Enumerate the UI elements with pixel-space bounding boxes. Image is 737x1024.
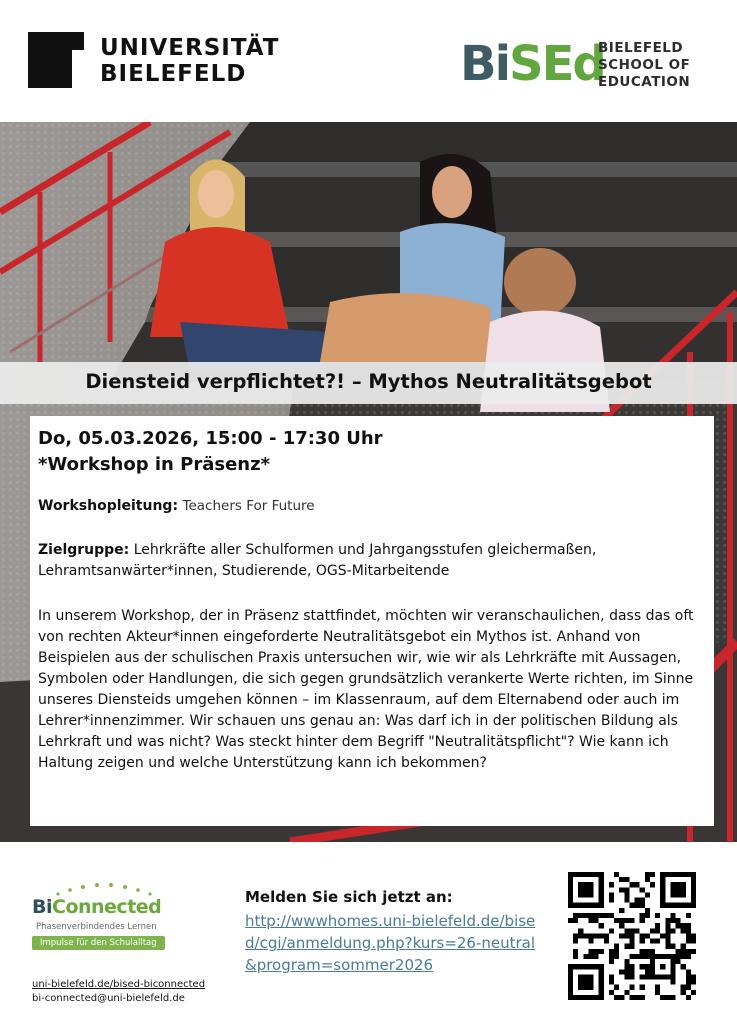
universitaet-bielefeld-logo (28, 30, 278, 94)
event-info-box (30, 416, 714, 826)
bised-subtitle-line3: EDUCATION (598, 74, 691, 90)
event-datetime-block (38, 426, 383, 478)
event-format: *Workshop in Präsenz* (38, 454, 270, 475)
signup-heading: Melden Sie sich jetzt an: (245, 888, 453, 906)
biconnected-logo (32, 882, 222, 962)
footer (0, 842, 737, 1024)
biconnected-website-link[interactable]: uni-bielefeld.de/bised-biconnected (32, 979, 206, 990)
biconnected-subtitle: Phasenverbindendes Lernen (36, 922, 157, 932)
biconnected-wordmark-b: Connected (52, 896, 162, 918)
biconnected-wordmark-a: Bi (32, 896, 52, 918)
title-band (0, 362, 737, 404)
signup-link[interactable]: http://wwwhomes.uni-bielefeld.de/bised/cgi/anmeldung.php?kurs=26-neutral&program=sommer2026 (245, 912, 536, 974)
workshop-leader-label: Workshopleitung: (38, 498, 179, 514)
biconnected-email[interactable]: bi-connected@uni-bielefeld.de (32, 993, 185, 1004)
uni-logo-line1: UNIVERSITÄT (100, 35, 280, 61)
target-audience-value: Lehrkräfte aller Schulformen und Jahrgangsstufen gleichermaßen, Lehramtsanwärter*innen, Studierende, OGS-Mitarbeitende (38, 542, 597, 579)
target-audience (38, 540, 708, 582)
event-title: Diensteid verpflichtet?! – Mythos Neutralitätsgebot (85, 370, 652, 393)
footer-contact (32, 978, 205, 1006)
bised-wordmark-a: Bi (460, 36, 510, 92)
target-audience-label: Zielgruppe: (38, 542, 130, 558)
workshop-leader-value: Teachers For Future (182, 498, 315, 514)
bised-subtitle-line1: BIELEFELD (598, 40, 684, 56)
uni-logo-mark-icon (28, 32, 84, 88)
bised-wordmark (460, 36, 605, 92)
bised-logo (460, 36, 700, 98)
bised-wordmark-b: SEd (509, 36, 605, 92)
event-datetime: Do, 05.03.2026, 15:00 - 17:30 Uhr (38, 428, 383, 449)
biconnected-banner: Impulse für den Schulalltag (32, 936, 165, 950)
biconnected-dots-icon (50, 882, 160, 896)
uni-logo-line2: BIELEFELD (100, 61, 247, 87)
signup-block (245, 888, 545, 976)
bised-subtitle (598, 40, 690, 91)
event-description: In unserem Workshop, der in Präsenz stattfindet, möchten wir veranschaulichen, dass das oft von rechten Akteur*innen eingeforderte Neutralitätsgebot ein Mythos ist. Anhand von Beispielen aus der schulischen Praxis untersuchen wir, wie wir als Lehrkräfte mit Aussagen, Symbolen oder Handlungen, die sich gegen grundsätzlich verankerte Werte richten, im Sinne unseres Diensteids umgehen können – im Klassenraum, auf dem Elternabend oder auch im Lehrer*innenzimmer. Wir schauen uns genau an: Was darf ich in der politischen Bildung als Lehrkraft und was nicht? Was steckt hinter dem Begriff "Neutralitätspflicht"? Wie kann ich Haltung zeigen und welche Unterstützung kann ich bekommen? (38, 608, 694, 771)
signup-qr-code-icon[interactable] (568, 872, 696, 1000)
bised-subtitle-line2: SCHOOL OF (598, 57, 691, 73)
uni-logo-text (100, 35, 279, 87)
workshop-leader (38, 496, 708, 517)
biconnected-wordmark (32, 896, 161, 918)
